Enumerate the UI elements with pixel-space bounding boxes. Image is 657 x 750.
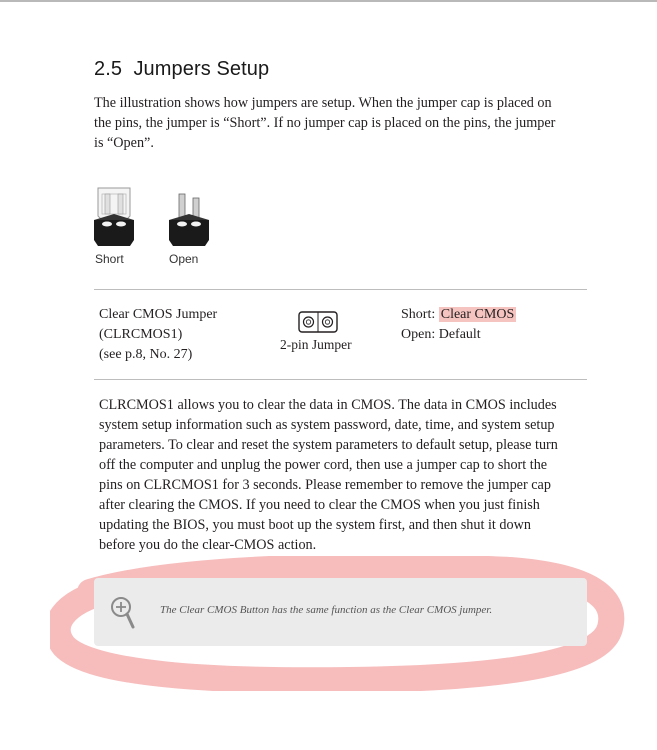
table-bottom-rule bbox=[94, 379, 587, 380]
short-setting bbox=[401, 305, 516, 325]
section-heading bbox=[94, 58, 269, 81]
pin-type-label: 2-pin Jumper bbox=[280, 337, 352, 352]
jumper-id-line: (CLRCMOS1) bbox=[99, 327, 183, 342]
short-setting-prefix: Short: bbox=[401, 307, 439, 322]
short-label: Short bbox=[95, 252, 124, 266]
body-paragraph: CLRCMOS1 allows you to clear the data in CMOS. The data in CMOS includes system setup information such as system password, date, time, and system setup parameters. To clear and reset the system parameters to default setup, please turn off the computer and unplug the power cord, then use a jumper cap to short the pins on CLRCMOS1 for 3 seconds. Please remember to remove the jumper cap after clearing the CMOS. If you need to clear the CMOS when you just finish updating the BIOS, you must boot up the system first, and then shut it down before you do the clear-CMOS action. bbox=[99, 397, 558, 553]
section-title: Jumpers Setup bbox=[133, 58, 270, 80]
section-number: 2.5 bbox=[94, 58, 123, 80]
note-text: The Clear CMOS Button has the same function as the Clear CMOS jumper. bbox=[160, 604, 493, 616]
top-rule bbox=[0, 0, 657, 2]
short-jumper-illustration bbox=[92, 186, 136, 252]
intro-paragraph: The illustration shows how jumpers are setup. When the jumper cap is placed on the pins, the jumper is “Short”. If no jumper cap is placed on the pins, the jumper is “Open”. bbox=[94, 95, 556, 151]
open-label: Open bbox=[169, 252, 199, 266]
two-pin-jumper-icon bbox=[298, 311, 338, 333]
open-jumper-illustration bbox=[167, 192, 211, 252]
open-setting: Open: Default bbox=[401, 327, 481, 342]
jumper-setting-cell bbox=[401, 305, 516, 345]
magnifier-plus-icon bbox=[110, 596, 136, 630]
table-top-rule bbox=[94, 289, 587, 290]
jumper-name-cell bbox=[99, 305, 217, 365]
jumper-name-line: Clear CMOS Jumper bbox=[99, 307, 218, 322]
jumper-ref-line: (see p.8, No. 27) bbox=[99, 347, 193, 362]
short-setting-value: Clear CMOS bbox=[440, 307, 515, 322]
